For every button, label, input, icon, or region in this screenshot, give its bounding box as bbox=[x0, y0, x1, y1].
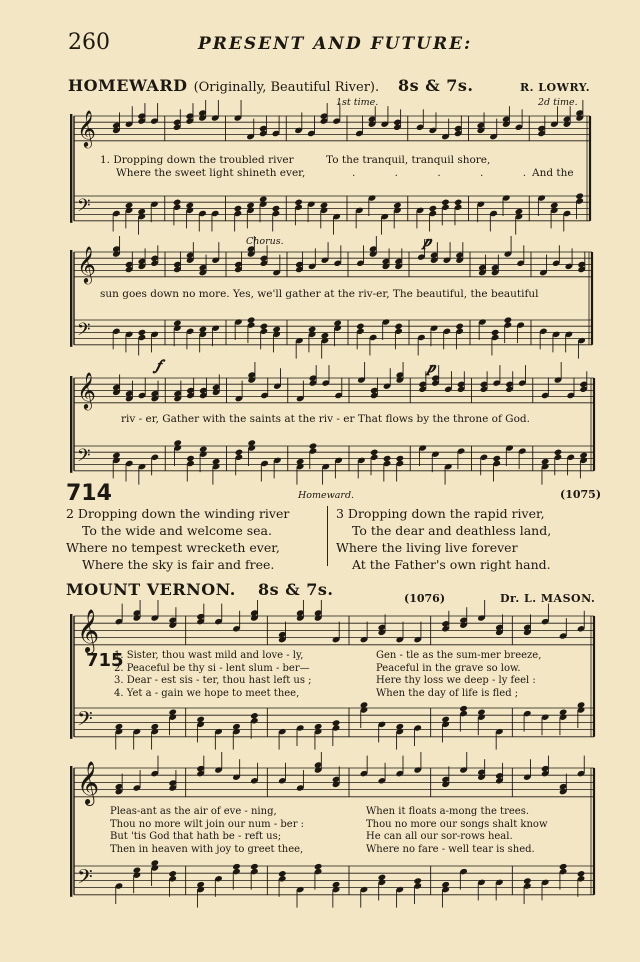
note-head bbox=[396, 455, 405, 462]
note-head bbox=[278, 870, 287, 877]
lyric-line-1b: To the tranquil, tranquil shore, bbox=[326, 154, 491, 166]
note-head bbox=[133, 867, 142, 874]
note-head bbox=[250, 863, 259, 870]
note-head bbox=[491, 329, 500, 336]
verse-line: To the dear and deathless land, bbox=[352, 523, 552, 538]
treble-clef-icon: 𝄞 bbox=[77, 244, 97, 283]
note-head bbox=[441, 716, 450, 723]
stanza-block-2-left bbox=[110, 806, 304, 856]
note-head bbox=[477, 709, 486, 716]
running-head: PRESENT AND FUTURE: bbox=[198, 34, 473, 54]
treble-clef-icon: 𝄞 bbox=[77, 607, 100, 652]
lyric-line-1d: . . . . . bbox=[352, 167, 545, 179]
lyric-line: 2. Peaceful be thy si - lent slum - ber— bbox=[114, 662, 310, 674]
note-head bbox=[186, 202, 195, 209]
hymn-title-mount-vernon: MOUNT VERNON. bbox=[66, 580, 236, 599]
note-head bbox=[429, 205, 438, 212]
verse-2 bbox=[66, 505, 289, 573]
note-head bbox=[579, 452, 588, 459]
note-head bbox=[559, 709, 568, 716]
stanza-block-1-left bbox=[114, 650, 312, 700]
note-head bbox=[455, 323, 464, 330]
chorus-label: Chorus. bbox=[246, 236, 284, 247]
note-head bbox=[441, 199, 450, 206]
note-head bbox=[173, 439, 182, 446]
note-head bbox=[151, 859, 160, 866]
note-head bbox=[577, 870, 586, 877]
hymn-title-text: HOMEWARD bbox=[68, 76, 188, 95]
note-head bbox=[168, 709, 177, 716]
bass-clef-icon: 𝄢 bbox=[77, 318, 91, 344]
treble-clef-icon: 𝄞 bbox=[77, 108, 97, 147]
note-head bbox=[378, 874, 387, 881]
note-head bbox=[112, 452, 121, 459]
note-head bbox=[454, 199, 463, 206]
hymn-meter: 8s & 7s. bbox=[398, 76, 474, 95]
note-head bbox=[138, 329, 147, 336]
note-head bbox=[492, 455, 501, 462]
hymn-meter: 8s & 7s. bbox=[258, 580, 334, 599]
dynamic-forte: 𝆑 bbox=[156, 356, 161, 374]
verse-3 bbox=[336, 505, 551, 573]
verse-line: 2 Dropping down the winding river bbox=[66, 506, 290, 521]
bass-clef-icon: 𝄢 bbox=[77, 194, 91, 220]
hymn-composer: Dr. L. MASON. bbox=[500, 592, 596, 605]
stanza-block-1-right bbox=[376, 650, 541, 700]
note-head bbox=[260, 323, 269, 330]
lyric-line: Peaceful in the grave so low. bbox=[376, 662, 521, 674]
note-head bbox=[394, 323, 403, 330]
note-head bbox=[199, 446, 208, 453]
note-head bbox=[196, 716, 205, 723]
bass-clef-icon: 𝄢 bbox=[77, 444, 91, 470]
note-head bbox=[309, 442, 318, 449]
note-head bbox=[247, 439, 256, 446]
verse-line: Where the living live forever bbox=[336, 540, 518, 555]
note-head bbox=[308, 326, 317, 333]
note-head bbox=[212, 458, 221, 465]
system-bracket bbox=[70, 114, 72, 223]
lyric-line: When the day of life is fled ; bbox=[376, 687, 519, 699]
note-head bbox=[515, 208, 524, 215]
note-head bbox=[541, 458, 550, 465]
first-ending-label: 1st time. bbox=[336, 97, 379, 108]
note-head bbox=[234, 205, 243, 212]
lyric-line: 1. Sister, thou wast mild and love - ly, bbox=[114, 650, 304, 661]
lyric-line: Here thy loss we deep - ly feel : bbox=[376, 675, 536, 686]
note-head bbox=[314, 723, 323, 730]
note-head bbox=[332, 881, 341, 888]
lyric-line-2: sun goes down no more. Yes, we'll gather at the riv-er, The beautiful, the beautiful bbox=[100, 288, 539, 300]
second-ending-label: 2d time. bbox=[538, 97, 578, 108]
lyric-line: Where no fare - well tear is shed. bbox=[366, 843, 535, 855]
note-head bbox=[577, 701, 586, 708]
note-head bbox=[559, 863, 568, 870]
note-head bbox=[314, 863, 323, 870]
hymn-subtitle: (Originally, Beautiful River). bbox=[193, 80, 380, 95]
note-head bbox=[575, 192, 584, 199]
note-head bbox=[504, 316, 513, 323]
note-head bbox=[259, 196, 268, 203]
note-head bbox=[554, 449, 563, 456]
note-head bbox=[168, 870, 177, 877]
system-bracket bbox=[70, 376, 72, 473]
lyric-line-1c: Where the sweet light shineth ever, bbox=[116, 167, 306, 179]
note-head bbox=[246, 202, 255, 209]
verse-line: At the Father's own right hand. bbox=[352, 557, 551, 572]
system-bracket bbox=[70, 250, 72, 347]
page-number: 260 bbox=[68, 30, 110, 55]
note-head bbox=[173, 199, 182, 206]
lyric-line: He can all our sor-rows heal. bbox=[366, 831, 513, 842]
note-head bbox=[360, 701, 369, 708]
note-head bbox=[115, 723, 124, 730]
hymn-reference: (1076) bbox=[404, 592, 446, 605]
note-head bbox=[523, 877, 532, 884]
note-head bbox=[196, 881, 205, 888]
dynamic-piano: 𝆏 bbox=[428, 358, 436, 376]
note-head bbox=[272, 326, 281, 333]
lyric-line-1e: And the bbox=[532, 167, 574, 179]
lyric-line: Pleas-ant as the air of eve - ning, bbox=[110, 806, 277, 817]
note-head bbox=[296, 458, 305, 465]
note-head bbox=[321, 332, 330, 339]
hymn-number-714: 714 bbox=[66, 481, 112, 506]
dynamic-piano: 𝆏 bbox=[424, 232, 432, 250]
note-head bbox=[186, 455, 195, 462]
note-head bbox=[235, 449, 244, 456]
lyric-line-3: riv - er, Gather with the saints at the riv - er That flows by the throne of God. bbox=[121, 413, 530, 425]
verse-line: Where the sky is fair and free. bbox=[82, 557, 275, 572]
system-bracket bbox=[70, 614, 72, 739]
hymn-number-715: 715 bbox=[86, 650, 124, 671]
lyric-line: Thou no more wilt join our num - ber : bbox=[110, 818, 305, 830]
note-head bbox=[320, 202, 329, 209]
verse-line: Where no tempest wrecketh ever, bbox=[66, 540, 280, 555]
note-head bbox=[441, 881, 450, 888]
column-divider bbox=[327, 506, 329, 566]
verse-line: 3 Dropping down the rapid river, bbox=[336, 506, 545, 521]
treble-clef-icon: 𝄞 bbox=[77, 370, 97, 409]
note-head bbox=[393, 202, 402, 209]
note-head bbox=[247, 316, 256, 323]
bass-clef-icon: 𝄢 bbox=[77, 864, 93, 894]
note-head bbox=[250, 712, 259, 719]
note-head bbox=[356, 323, 365, 330]
lyric-line: 3. Dear - est sis - ter, thou hast left us ; bbox=[114, 675, 312, 686]
lyric-line: But 'tis God that hath be - reft us; bbox=[110, 831, 282, 842]
treble-clef-icon: 𝄞 bbox=[77, 759, 100, 804]
note-head bbox=[173, 320, 182, 327]
note-head bbox=[333, 320, 342, 327]
lyric-line: 4. Yet a - gain we hope to meet thee, bbox=[114, 687, 300, 699]
lyric-line-1a: 1. Dropping down the troubled river bbox=[100, 154, 294, 166]
note-head bbox=[199, 326, 208, 333]
lyric-line: Thou no more our songs shalt know bbox=[366, 818, 548, 830]
note-head bbox=[272, 205, 281, 212]
bass-clef-icon: 𝄢 bbox=[77, 706, 93, 736]
note-head bbox=[396, 723, 405, 730]
lyric-line: Gen - tle as the sum-mer breeze, bbox=[376, 650, 542, 661]
note-head bbox=[332, 719, 341, 726]
stanza-block-2-right bbox=[366, 806, 548, 856]
note-head bbox=[550, 202, 559, 209]
note-head bbox=[151, 723, 160, 730]
note-head bbox=[232, 723, 241, 730]
note-head bbox=[370, 449, 379, 456]
hymn-reference: (1075) bbox=[560, 488, 602, 501]
note-head bbox=[459, 705, 468, 712]
verse-line: To the wide and welcome sea. bbox=[82, 523, 272, 538]
note-head bbox=[125, 202, 134, 209]
note-head bbox=[294, 199, 303, 206]
system-bracket bbox=[70, 766, 72, 897]
note-head bbox=[383, 455, 392, 462]
hymn-composer: R. LOWRY. bbox=[520, 81, 591, 94]
note-head bbox=[137, 208, 146, 215]
hymn-tune-name: Homeward. bbox=[298, 490, 355, 501]
lyric-line: Then in heaven with joy to greet thee, bbox=[110, 843, 304, 855]
note-head bbox=[232, 863, 241, 870]
lyric-line: When it floats a-mong the trees. bbox=[366, 806, 529, 817]
note-head bbox=[413, 877, 422, 884]
